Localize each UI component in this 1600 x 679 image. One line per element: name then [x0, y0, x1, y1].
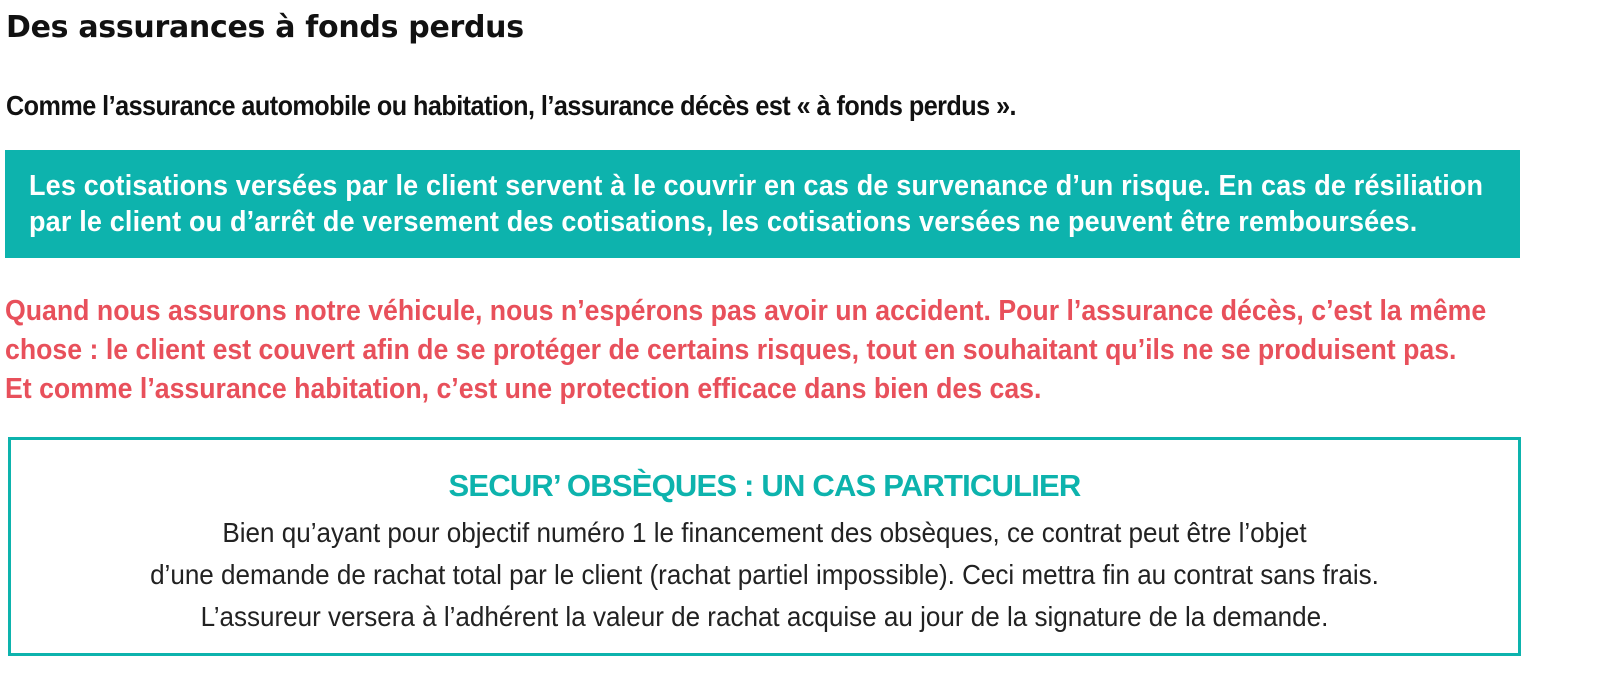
special-case-title: SECUR’ OBSÈQUES : UN CAS PARTICULIER	[448, 468, 1081, 503]
note-paragraph	[5, 292, 1486, 409]
highlight-line-2: par le client ou d’arrêt de versement des cotisations, les cotisations versées ne peuvent être remboursées.	[29, 206, 1418, 238]
special-case-body	[11, 512, 1518, 638]
note-line-1: Quand nous assurons notre véhicule, nous n’espérons pas avoir un accident. Pour l’assurance décès, c’est la même	[5, 295, 1487, 327]
special-case-line-1: Bien qu’ayant pour objectif numéro 1 le financement des obsèques, ce contrat peut être l’objet	[222, 517, 1307, 548]
highlight-box	[5, 150, 1520, 258]
note-line-3: Et comme l’assurance habitation, c’est une protection efficace dans bien des cas.	[5, 373, 1042, 405]
special-case-box	[8, 437, 1521, 656]
highlight-line-1: Les cotisations versées par le client servent à le couvrir en cas de survenance d’un risque. En cas de résiliation	[29, 170, 1484, 202]
note-line-2: chose : le client est couvert afin de se protéger de certains risques, tout en souhaitant qu’ils ne se produisent pas.	[5, 334, 1457, 366]
special-case-line-3: L’assureur versera à l’adhérent la valeur de rachat acquise au jour de la signature de la demande.	[200, 601, 1329, 632]
page-title: Des assurances à fonds perdus	[6, 10, 524, 45]
lead-paragraph: Comme l’assurance automobile ou habitation, l’assurance décès est « à fonds perdus ».	[6, 90, 1017, 121]
special-case-line-2: d’une demande de rachat total par le client (rachat partiel impossible). Ceci mettra fin au contrat sans frais.	[150, 559, 1379, 590]
